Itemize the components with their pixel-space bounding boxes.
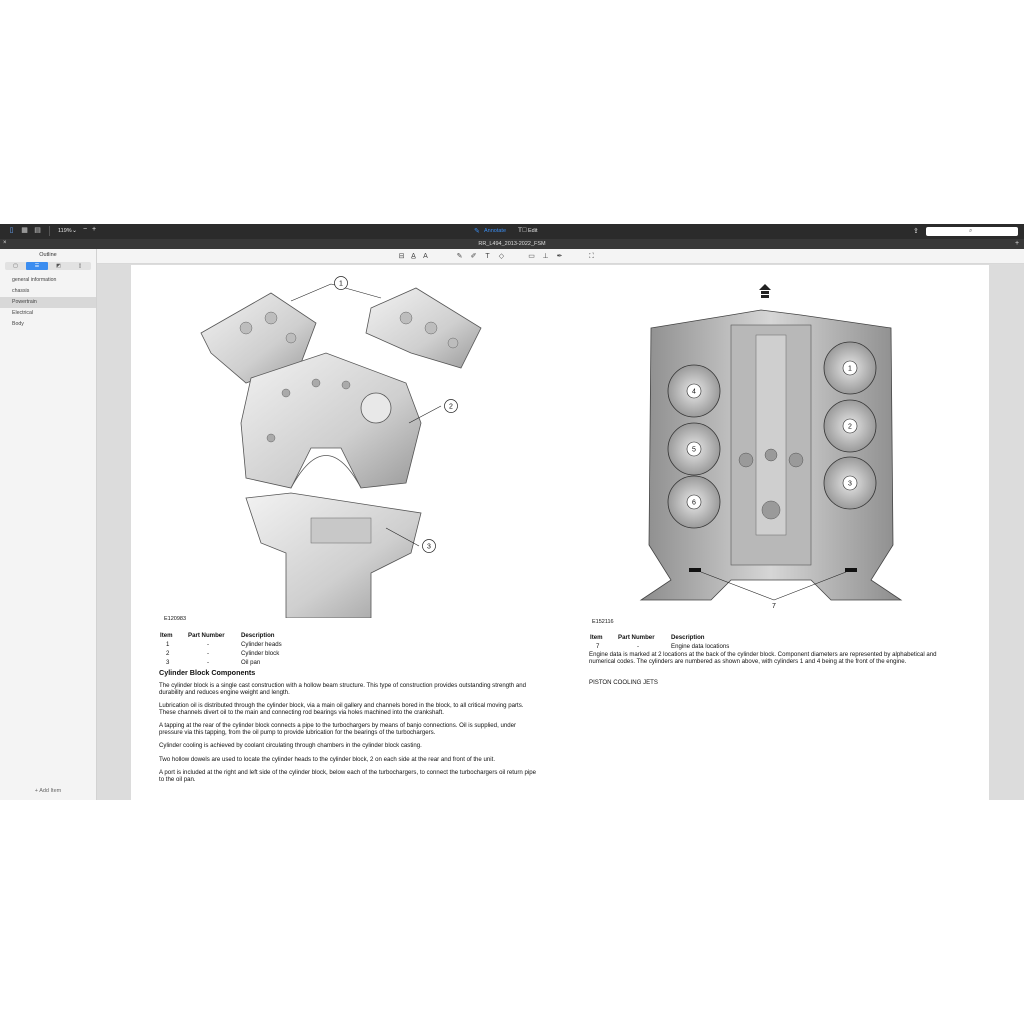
text-edit-icon: T⃓: [518, 227, 527, 234]
paragraph: Lubrication oil is distributed through the cylinder block, via a main oil gallery and channels bored in the block, to all critical moving parts. These channels divert oil to the main and connecting rod bearings via holes machined into the crankshaft.: [159, 702, 524, 716]
table-cell: Oil pan: [241, 659, 261, 666]
sidebar-item-body[interactable]: Body: [12, 321, 24, 327]
search-input[interactable]: [926, 227, 1018, 236]
section-heading: PISTON COOLING JETS: [589, 679, 658, 686]
table-cell: -: [207, 641, 210, 648]
marker-icon[interactable]: ✐: [470, 253, 477, 260]
outline-mode-icon[interactable]: ☰: [26, 262, 48, 270]
callout-1: 1: [339, 280, 343, 288]
add-item-button[interactable]: [0, 788, 96, 794]
document-tab-bar: [0, 239, 1024, 249]
cylinder-5-label: 5: [692, 446, 696, 454]
zoom-level[interactable]: 119%: [58, 228, 72, 234]
table-header-part-number: Part Number: [618, 634, 655, 641]
cylinder-block-components-illustration: [191, 273, 511, 618]
signature-icon[interactable]: ✒: [556, 253, 563, 260]
sidebar-mode-segmented: [5, 262, 91, 270]
stamp-icon[interactable]: ⊥: [542, 253, 549, 260]
annotation-toolbar: [97, 249, 1024, 264]
table-header-description: Description: [241, 632, 275, 639]
new-tab-button[interactable]: +: [1015, 240, 1020, 247]
engine-data-paragraph: Engine data is marked at 2 locations at the back of the cylinder block. Component diameters are represented by alphabetical and numerical codes. The cylinders are numbered as shown above, with cylinders 1 and 4 being at the front of the engine.: [589, 651, 937, 665]
zoom-out-button[interactable]: −: [83, 226, 88, 233]
table-cell: 2: [166, 650, 170, 657]
section-heading: Cylinder Block Components: [159, 668, 256, 677]
sidebar-item-powertrain[interactable]: Powertrain: [0, 297, 96, 308]
oil-pan: [246, 493, 421, 618]
cylinder-1-label: 1: [848, 365, 852, 373]
shape-icon[interactable]: ◇: [498, 253, 505, 260]
left-figure-id: E120983: [164, 616, 187, 622]
callout-3: 3: [427, 543, 431, 551]
front-arrow-icon: [759, 284, 771, 298]
paragraph: Cylinder cooling is achieved by coolant circulating through chambers in the cylinder block casting.: [159, 742, 422, 750]
table-cell: 7: [596, 643, 600, 650]
document-title: RR_L494_2013-2022_FSM: [478, 241, 546, 247]
plus-icon: +: [34, 788, 40, 794]
table-cell: Cylinder heads: [241, 641, 282, 648]
callout-7: 7: [772, 603, 776, 610]
paragraph: Two hollow dowels are used to locate the cylinder heads to the cylinder block, 2 on each side at the rear and front of the unit.: [159, 755, 496, 763]
text-box-icon[interactable]: ⊟: [398, 253, 405, 260]
table-header-part-number: Part Number: [188, 632, 225, 639]
annotation-list-icon[interactable]: ▯: [78, 263, 82, 269]
sidebar-item-general-information[interactable]: general information: [12, 277, 57, 283]
right-figure-id: E152116: [592, 619, 614, 625]
sidebar-item-chassis[interactable]: chassis: [12, 288, 30, 294]
sidebar-toggle-icon[interactable]: ▯: [9, 227, 14, 234]
sidebar-item-electrical[interactable]: Electrical: [12, 310, 34, 316]
right-cylinder-head: [366, 288, 481, 368]
callout-2: 2: [449, 403, 453, 411]
paragraph: A port is included at the right and left side of the cylinder block, below each of the turbochargers, to connect the turbochargers oil return pipe to the oil pan.: [159, 768, 537, 783]
cylinder-3-label: 3: [848, 480, 852, 488]
thumbnail-icon[interactable]: ▢: [13, 263, 18, 269]
strikethrough-icon[interactable]: A: [423, 253, 428, 260]
app-toolbar: [0, 224, 1024, 239]
table-header-item: Item: [590, 634, 603, 641]
crop-icon[interactable]: ⛶: [589, 253, 594, 260]
table-cell: -: [207, 650, 210, 657]
table-cell: -: [207, 659, 210, 666]
paragraph: The cylinder block is a single cast construction with a hollow beam structure. This type of construction provides outstanding strength and durability and reduces engine weight and length.: [159, 682, 527, 696]
table-cell: Cylinder block: [241, 650, 280, 657]
table-cell: 3: [166, 659, 170, 666]
table-header-item: Item: [160, 632, 173, 639]
pencil-icon[interactable]: ✎: [456, 253, 463, 260]
zoom-in-button[interactable]: +: [92, 226, 97, 233]
search-icon: ⌕: [969, 228, 973, 234]
document-page: [131, 265, 989, 800]
add-item-label: Add Item: [39, 788, 62, 794]
comment-icon[interactable]: ▭: [528, 253, 535, 260]
share-icon[interactable]: ⇪: [913, 228, 919, 235]
cylinder-6-label: 6: [692, 499, 696, 507]
bookmark-icon[interactable]: ◩: [56, 263, 61, 269]
paragraph: A tapping at the rear of the cylinder block connects a pipe to the turbochargers by means of banjo connections. Oil is supplied, under pressure via this tapping, from the oil pump to provide lubrication for the bearings of the turbochargers.: [159, 722, 517, 736]
outline-sidebar: [0, 249, 97, 800]
cylinder-block-top-view-illustration: [631, 280, 921, 610]
body-text: [159, 683, 537, 790]
chevron-down-icon[interactable]: ⌄: [72, 228, 78, 234]
table-cell: -: [637, 643, 640, 650]
table-header-description: Description: [671, 634, 705, 641]
components-table: [160, 632, 420, 672]
page-layout-icon[interactable]: ▤: [34, 227, 41, 234]
highlight-text-icon[interactable]: A̲: [411, 253, 416, 260]
pen-icon: ✎: [474, 228, 480, 235]
cylinder-4-label: 4: [692, 388, 696, 396]
cylinder-2-label: 2: [848, 423, 852, 431]
table-cell: 1: [166, 641, 170, 648]
text-tool-icon[interactable]: T: [485, 253, 490, 260]
edit-tab[interactable]: Edit: [528, 228, 538, 234]
annotate-tab[interactable]: Annotate: [484, 228, 507, 234]
grid-view-icon[interactable]: ▦: [21, 227, 28, 234]
table-cell: Engine data locations: [671, 643, 730, 650]
outline-title: Outline: [39, 252, 57, 258]
close-icon[interactable]: ×: [3, 240, 7, 246]
divider: [49, 226, 50, 236]
